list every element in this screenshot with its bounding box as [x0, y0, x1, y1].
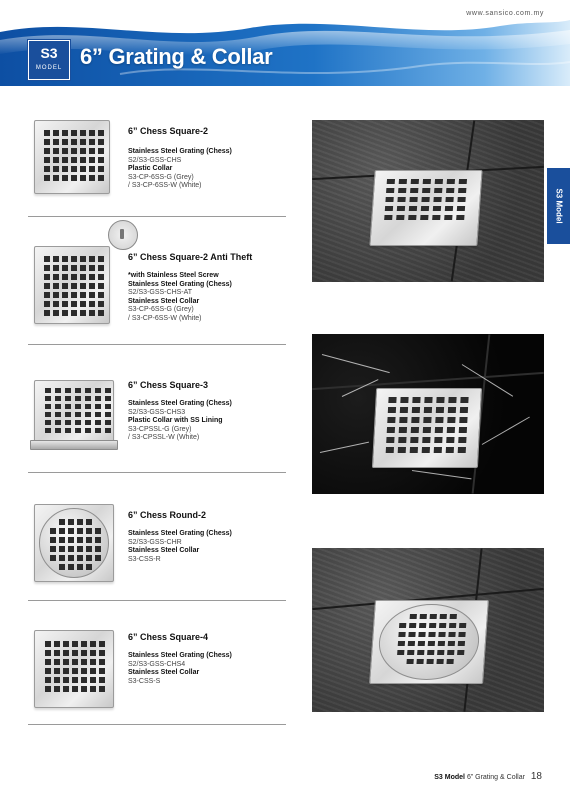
marble-vein [322, 354, 390, 373]
spec-line: Plastic Collar with SS Lining [128, 417, 223, 425]
spec-line: Stainless Steel Collar [128, 547, 200, 555]
website-url[interactable]: www.sansico.com.my [466, 10, 544, 17]
installation-photo-black-marble [312, 334, 544, 494]
product-spec [128, 272, 288, 324]
spec-line: S2/S3-GSS-CHS3 [128, 408, 186, 416]
marble-vein [412, 470, 472, 479]
footer-section: S3 Model [434, 774, 465, 781]
spec-line: S2/S3-GSS-CHS-AT [128, 289, 193, 297]
divider [28, 344, 286, 345]
spec-line: Plastic Collar [128, 165, 173, 173]
spec-line: Stainless Steel Grating (Chess) [128, 530, 232, 537]
grating-round-image [39, 508, 109, 578]
spec-line: / S3-CPSSL-W (White) [128, 434, 200, 442]
installation-photo-grey-round [312, 548, 544, 712]
collar-square-image [34, 504, 114, 582]
spec-line: S3-CP-6SS-G (Grey) [128, 173, 194, 181]
spec-line: Stainless Steel Grating (Chess) [128, 280, 232, 288]
product-spec [128, 652, 288, 686]
side-tab-label: S3 Model [554, 188, 563, 224]
spec-line: Stainless Steel Grating (Chess) [128, 652, 232, 659]
spec-line: S2/S3-GSS-CHS4 [128, 660, 186, 668]
product-name: 6” Chess Square-3 [128, 380, 209, 390]
spec-line: S2/S3-GSS-CHS [128, 156, 182, 164]
product-spec [128, 530, 288, 564]
grating-square-image [34, 246, 110, 324]
product-name: 6” Chess Square-2 Anti Theft [128, 252, 253, 262]
spec-line: Stainless Steel Grating (Chess) [128, 148, 232, 155]
spec-line: Stainless Steel Collar [128, 297, 200, 305]
page-number: 18 [530, 771, 542, 782]
spec-line: S3-CSS-S [128, 677, 161, 685]
spec-line: Stainless Steel Grating (Chess) [128, 400, 232, 407]
divider [28, 724, 286, 725]
grating-square-image [34, 120, 110, 194]
product-chess-square-2-anti-theft [28, 220, 286, 344]
product-name: 6” Chess Square-2 [128, 126, 209, 136]
marble-vein [320, 442, 369, 453]
spec-line: S3-CSS-R [128, 555, 161, 563]
divider [28, 472, 286, 473]
product-chess-square-4 [28, 624, 286, 726]
installed-collar [369, 600, 489, 684]
grating-square-image [34, 630, 114, 708]
product-name: 6” Chess Round-2 [128, 510, 207, 520]
marble-vein [342, 379, 379, 397]
product-chess-round-2 [28, 498, 286, 602]
spec-line: S3-CPSSL-G (Grey) [128, 425, 192, 433]
grating-square-image [34, 380, 114, 446]
section-side-tab [547, 168, 570, 244]
page-title: 6” Grating & Collar [80, 44, 273, 69]
grating-holes [45, 388, 111, 433]
grating-holes [45, 641, 105, 692]
footer-label: 6” Grating & Collar [466, 774, 525, 781]
installation-photo-grey-square [312, 120, 544, 282]
marble-vein [482, 417, 530, 445]
spec-line: S3-CP-6SS-G (Grey) [128, 306, 194, 314]
grating-holes [44, 256, 104, 316]
product-spec [128, 148, 288, 191]
installed-grating [372, 388, 482, 468]
grating-holes [384, 179, 467, 220]
page-footer [434, 771, 542, 782]
model-badge [28, 40, 70, 80]
grating-holes [386, 397, 469, 453]
installed-grating [369, 170, 482, 246]
spec-line: / S3-CP-6SS-W (White) [128, 182, 202, 190]
product-name: 6” Chess Square-4 [128, 632, 209, 642]
grating-holes [44, 130, 104, 181]
spec-line: Stainless Steel Collar [128, 669, 200, 677]
spec-line: S2/S3-GSS-CHR [128, 538, 182, 546]
divider [28, 216, 286, 217]
product-chess-square-3 [28, 362, 286, 472]
product-chess-square-2 [28, 112, 286, 218]
installed-round-grating [376, 604, 481, 680]
badge-model-code: S3 [40, 45, 58, 61]
spec-line: / S3-CP-6SS-W (White) [128, 314, 202, 322]
badge-model-label: MODEL [35, 65, 63, 71]
product-spec [128, 400, 288, 443]
divider [28, 600, 286, 601]
grating-holes [50, 519, 101, 570]
screw-detail-icon [108, 220, 138, 250]
page-header [0, 0, 570, 92]
collar-base-image [30, 440, 118, 450]
grating-holes [396, 614, 466, 664]
spec-line: *with Stainless Steel Screw [128, 272, 219, 279]
